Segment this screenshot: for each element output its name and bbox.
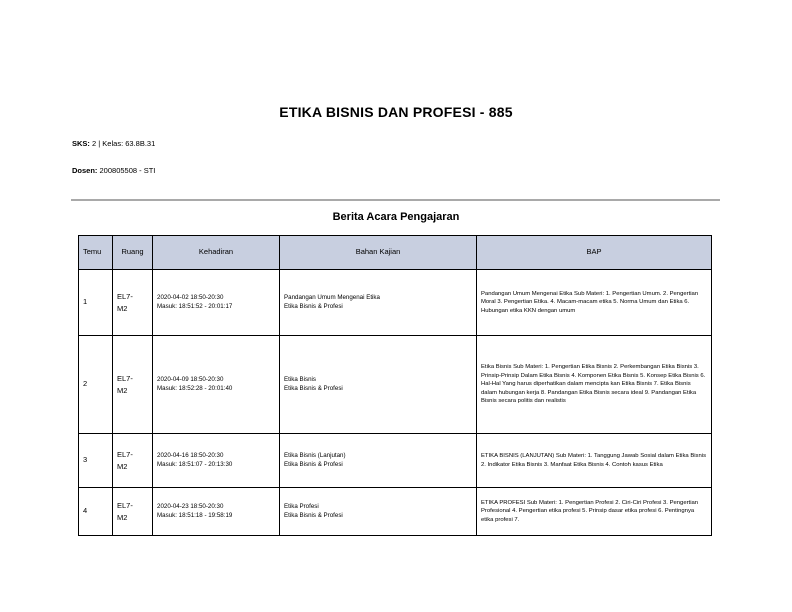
bap-cell: ETIKA PROFESI Sub Materi: 1. Pengertian Profesi 2. Ciri-Ciri Profesi 3. Pengertian Profesional 4. Pengertian etika profesi 5. Prinsip dasar etika profesi 6. Pentingnya etika profesi 7. (477, 488, 712, 536)
kehadiran-cell (153, 434, 280, 488)
schedule-time: 2020-04-02 18:50-20:30 (157, 293, 224, 301)
kehadiran-cell (153, 336, 280, 434)
attendance-time: Masuk: 18:52:28 - 20:01:40 (157, 384, 233, 392)
sks-label: SKS: (72, 139, 90, 148)
page-title: ETIKA BISNIS DAN PROFESI - 885 (279, 104, 513, 120)
section-title: Berita Acara Pengajaran (332, 211, 460, 223)
ruang-cell (113, 270, 153, 336)
sks-class-info (72, 139, 155, 148)
ruang-line: M2 (117, 303, 128, 313)
dosen-label: Dosen: (72, 166, 98, 175)
table-row (79, 270, 712, 336)
temu-cell: 4 (79, 488, 113, 536)
temu-cell: 2 (79, 336, 113, 434)
temu-cell: 3 (79, 434, 113, 488)
sks-value: 2 | Kelas: 63.8B.31 (92, 139, 156, 148)
schedule-time: 2020-04-23 18:50-20:30 (157, 502, 224, 510)
ruang-cell (113, 488, 153, 536)
lecturer-info (72, 166, 155, 175)
course-name: Etika Bisnis & Profesi (284, 302, 343, 310)
attendance-time: Masuk: 18:51:52 - 20:01:17 (157, 302, 233, 310)
column-header-temu: Temu (79, 236, 113, 270)
course-name: Etika Bisnis & Profesi (284, 460, 343, 468)
bahan-kajian-cell (280, 336, 477, 434)
column-header-kehadiran: Kehadiran (153, 236, 280, 270)
dosen-value: 200805508 - STI (99, 166, 156, 175)
attendance-time: Masuk: 18:51:07 - 20:13:30 (157, 460, 233, 468)
schedule-time: 2020-04-09 18:50-20:30 (157, 375, 224, 383)
ruang-cell (113, 336, 153, 434)
ruang-line: M2 (117, 461, 128, 471)
bahan-kajian-cell (280, 434, 477, 488)
teaching-report-table (78, 235, 712, 536)
topic-title: Etika Bisnis (284, 375, 316, 383)
bap-cell: ETIKA BISNIS (LANJUTAN) Sub Materi: 1. Tanggung Jawab Sosial dalam Etika Bisnis 2. Indikator Etika Bisnis 3. Manfaat Etika Bisnis 4. Contoh kasus Etika (477, 434, 712, 488)
topic-title: Pandangan Umum Mengenai Etika (284, 293, 380, 301)
attendance-time: Masuk: 18:51:18 - 19:58:19 (157, 511, 233, 519)
table-header-row (79, 236, 712, 270)
ruang-line: M2 (117, 385, 128, 395)
course-name: Etika Bisnis & Profesi (284, 511, 343, 519)
schedule-time: 2020-04-16 18:50-20:30 (157, 451, 224, 459)
kehadiran-cell (153, 488, 280, 536)
kehadiran-cell (153, 270, 280, 336)
bap-cell: Pandangan Umum Mengenai Etika Sub Materi: 1. Pengertian Umum. 2. Pengertian Moral 3. Pengertian Etika. 4. Macam-macam etika 5. Norma Umum dan Etika 6. Hubungan etika KKN dengan umum (477, 270, 712, 336)
ruang-line: EL7- (117, 449, 133, 459)
temu-cell: 1 (79, 270, 113, 336)
column-header-bahan-kajian: Bahan Kajian (280, 236, 477, 270)
bap-cell: Etika Bisnis Sub Materi: 1. Pengertian Etika Bisnis 2. Perkembangan Etika Bisnis 3. Prinsip-Prinsip Dalam Etika Bisnis 4. Komponen Etika Bisnis 5. Konsep Etika Bisnis 6. Hal-Hal Yang harus diperhatikan dalam mencipta kan Etika Bisnis 7. Etika Bisnis dalam hubungan kerja 8. Pandangan Etika Bisnis secara ideal 9. Pandangan Etika Bisnis secara politis dan realistis (477, 336, 712, 434)
ruang-line: M2 (117, 512, 128, 522)
ruang-line: EL7- (117, 500, 133, 510)
topic-title: Etika Profesi (284, 502, 319, 510)
table-row (79, 434, 712, 488)
ruang-line: EL7- (117, 291, 133, 301)
bahan-kajian-cell (280, 488, 477, 536)
table-row (79, 488, 712, 536)
divider (71, 199, 720, 201)
ruang-line: EL7- (117, 373, 133, 383)
topic-title: Etika Bisnis (Lanjutan) (284, 451, 346, 459)
column-header-ruang: Ruang (113, 236, 153, 270)
table-row (79, 336, 712, 434)
column-header-bap: BAP (477, 236, 712, 270)
ruang-cell (113, 434, 153, 488)
course-name: Etika Bisnis & Profesi (284, 384, 343, 392)
bahan-kajian-cell (280, 270, 477, 336)
